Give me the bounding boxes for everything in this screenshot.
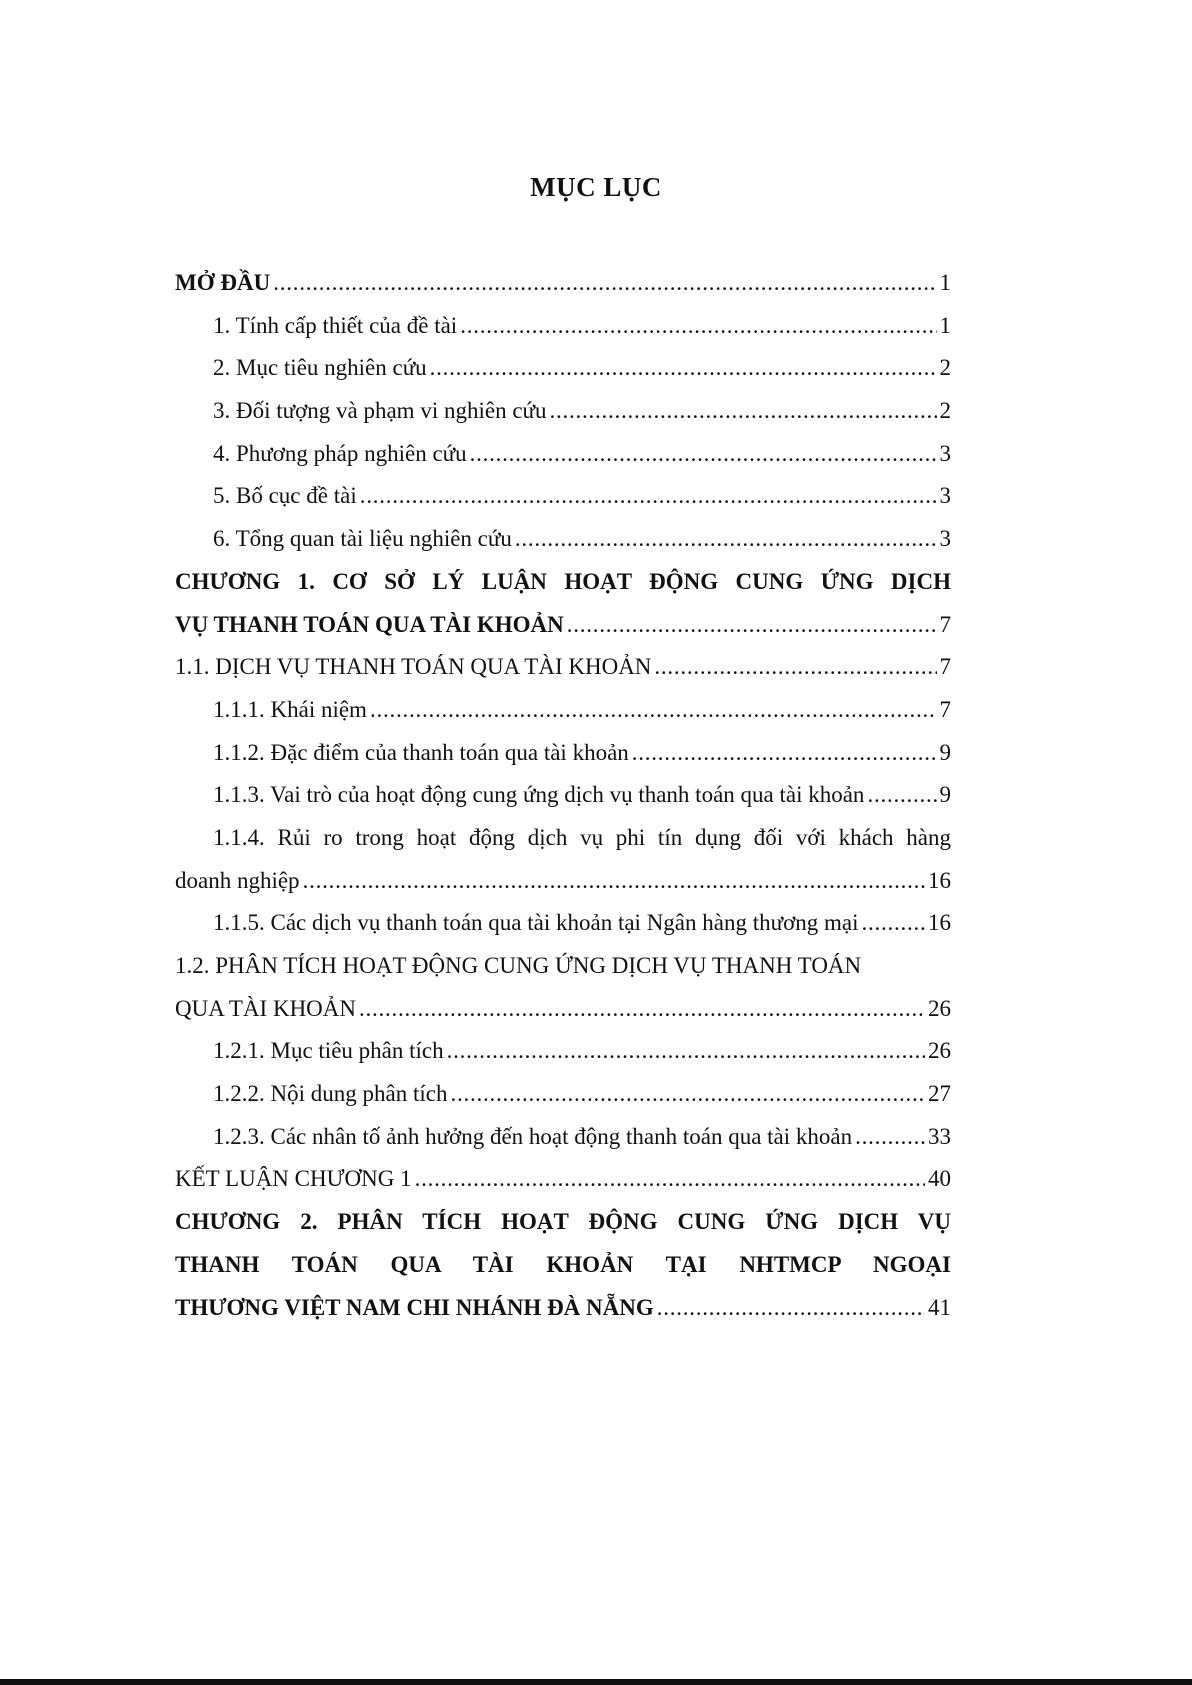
dot-leader (470, 433, 937, 476)
dot-leader (360, 475, 937, 518)
toc-entry-text: 5. Bố cục đề tài (213, 483, 357, 509)
toc-entry-text: 1.1.2. Đặc điểm của thanh toán qua tài khoản (213, 739, 629, 765)
toc-entry[interactable] (175, 475, 951, 518)
toc-entry-page: 3 (939, 483, 951, 509)
toc-entry[interactable] (175, 390, 951, 433)
toc-entry-text: 1. Tính cấp thiết của đề tài (213, 312, 458, 338)
toc-entry-line[interactable] (175, 1201, 951, 1244)
toc-entry-page: 1 (939, 270, 951, 295)
dot-leader (460, 305, 936, 348)
toc-entry-text: THƯƠNG VIỆT NAM CHI NHÁNH ĐÀ NẴNG (175, 1294, 654, 1320)
toc-entry[interactable] (175, 1287, 951, 1330)
toc-entry-page: 1 (939, 312, 951, 338)
toc-entry-text: 4. Phương pháp nghiên cứu (213, 440, 467, 466)
dot-leader (657, 1287, 925, 1330)
page-bottom-border (0, 1679, 1192, 1685)
toc-entry-page: 7 (939, 611, 951, 637)
toc-entry-page: 7 (939, 654, 951, 680)
toc-entry-text: 1.1. DỊCH VỤ THANH TOÁN QUA TÀI KHOẢN (175, 654, 652, 680)
toc-entry[interactable] (175, 689, 951, 732)
toc-entry-page: 16 (928, 910, 951, 936)
toc-entry-text: 2. Mục tiêu nghiên cứu (213, 355, 427, 381)
toc-entry-page: 3 (939, 526, 951, 552)
toc-entry-page: 26 (928, 1038, 951, 1064)
toc-entry-text: 6. Tổng quan tài liệu nghiên cứu (213, 526, 512, 552)
toc-entry-text: doanh nghiệp (175, 867, 300, 893)
dot-leader (632, 732, 937, 775)
dot-leader (515, 518, 937, 561)
toc-entry[interactable] (175, 1158, 951, 1201)
toc-entry-page: 9 (939, 739, 951, 765)
toc-entry-page: 2 (939, 398, 951, 424)
page-title: MỤC LỤC (530, 172, 662, 202)
dot-leader (867, 774, 936, 817)
dot-leader (430, 347, 937, 390)
toc-entry[interactable] (175, 604, 951, 647)
dot-leader (861, 902, 925, 945)
toc-entry[interactable] (175, 347, 951, 390)
toc-entry[interactable] (175, 518, 951, 561)
toc-entry-page: 33 (928, 1123, 951, 1149)
dot-leader (370, 689, 937, 732)
toc-entry[interactable] (175, 988, 951, 1031)
dot-leader (415, 1158, 925, 1201)
toc-entry-line[interactable] (175, 945, 951, 988)
toc-entry-text: CHƯƠNG 2. PHÂN TÍCH HOẠT ĐỘNG CUNG ỨNG DỊCH VỤ (175, 1209, 951, 1235)
toc-entry-page: 9 (939, 782, 951, 808)
toc-entry-page: 26 (928, 995, 951, 1021)
toc-entry-line[interactable] (175, 817, 951, 860)
toc-entry-text: 1.1.3. Vai trò của hoạt động cung ứng dịch vụ thanh toán qua tài khoản (213, 782, 865, 808)
toc-entry[interactable] (175, 1116, 951, 1159)
dot-leader (450, 1073, 925, 1116)
toc-entry-page: 2 (939, 355, 951, 381)
dot-leader (447, 1030, 925, 1073)
toc-entry[interactable] (175, 646, 951, 689)
toc-entry-page: 3 (939, 440, 951, 466)
dot-leader (654, 646, 936, 689)
toc-entry[interactable] (175, 732, 951, 775)
toc-entry-text: KẾT LUẬN CHƯƠNG 1 (175, 1166, 412, 1192)
toc-entry-text: THANH TOÁN QUA TÀI KHOẢN TẠI NHTMCP NGOẠI (175, 1251, 951, 1277)
toc-entry[interactable] (175, 1030, 951, 1073)
toc-entry-text: 1.1.4. Rủi ro trong hoạt động dịch vụ phi tín dụng đối với khách hàng (213, 824, 951, 850)
table-of-contents (175, 262, 951, 1329)
toc-entry-text: QUA TÀI KHOẢN (175, 995, 357, 1021)
dot-leader (855, 1116, 925, 1159)
toc-entry-text: 1.2.3. Các nhân tố ảnh hưởng đến hoạt động thanh toán qua tài khoản (213, 1123, 853, 1149)
toc-entry-text: CHƯƠNG 1. CƠ SỞ LÝ LUẬN HOẠT ĐỘNG CUNG ỨNG DỊCH (175, 568, 951, 594)
toc-entry-text: 1.2.2. Nội dung phân tích (213, 1081, 448, 1107)
toc-entry-page: 27 (928, 1081, 951, 1107)
dot-leader (567, 604, 937, 647)
toc-entry-page: 16 (928, 867, 951, 893)
toc-entry[interactable] (175, 902, 951, 945)
toc-entry-text: 1.2. PHÂN TÍCH HOẠT ĐỘNG CUNG ỨNG DỊCH VỤ THANH TOÁN (175, 953, 862, 978)
toc-entry-page: 41 (928, 1294, 951, 1320)
toc-entry[interactable] (175, 860, 951, 903)
toc-entry-text: 1.2.1. Mục tiêu phân tích (213, 1038, 444, 1064)
toc-entry[interactable] (175, 1073, 951, 1116)
toc-entry-text: MỞ ĐẦU (175, 270, 271, 295)
toc-entry-line[interactable] (175, 561, 951, 604)
toc-entry-page: 7 (939, 696, 951, 722)
dot-leader (550, 390, 937, 433)
toc-entry-line[interactable] (175, 1244, 951, 1287)
toc-entry[interactable] (175, 433, 951, 476)
dot-leader (303, 860, 925, 903)
toc-entry[interactable] (175, 774, 951, 817)
toc-entry-text: VỤ THANH TOÁN QUA TÀI KHOẢN (175, 611, 564, 637)
dot-leader (273, 262, 936, 305)
toc-entry[interactable] (175, 305, 951, 348)
toc-entry-text: 1.1.1. Khái niệm (213, 696, 367, 722)
toc-entry-text: 3. Đối tượng và phạm vi nghiên cứu (213, 398, 547, 424)
toc-entry-text: 1.1.5. Các dịch vụ thanh toán qua tài khoản tại Ngân hàng thương mại (213, 910, 859, 936)
toc-entry-page: 40 (928, 1166, 951, 1192)
dot-leader (359, 988, 925, 1031)
toc-entry[interactable] (175, 262, 951, 305)
